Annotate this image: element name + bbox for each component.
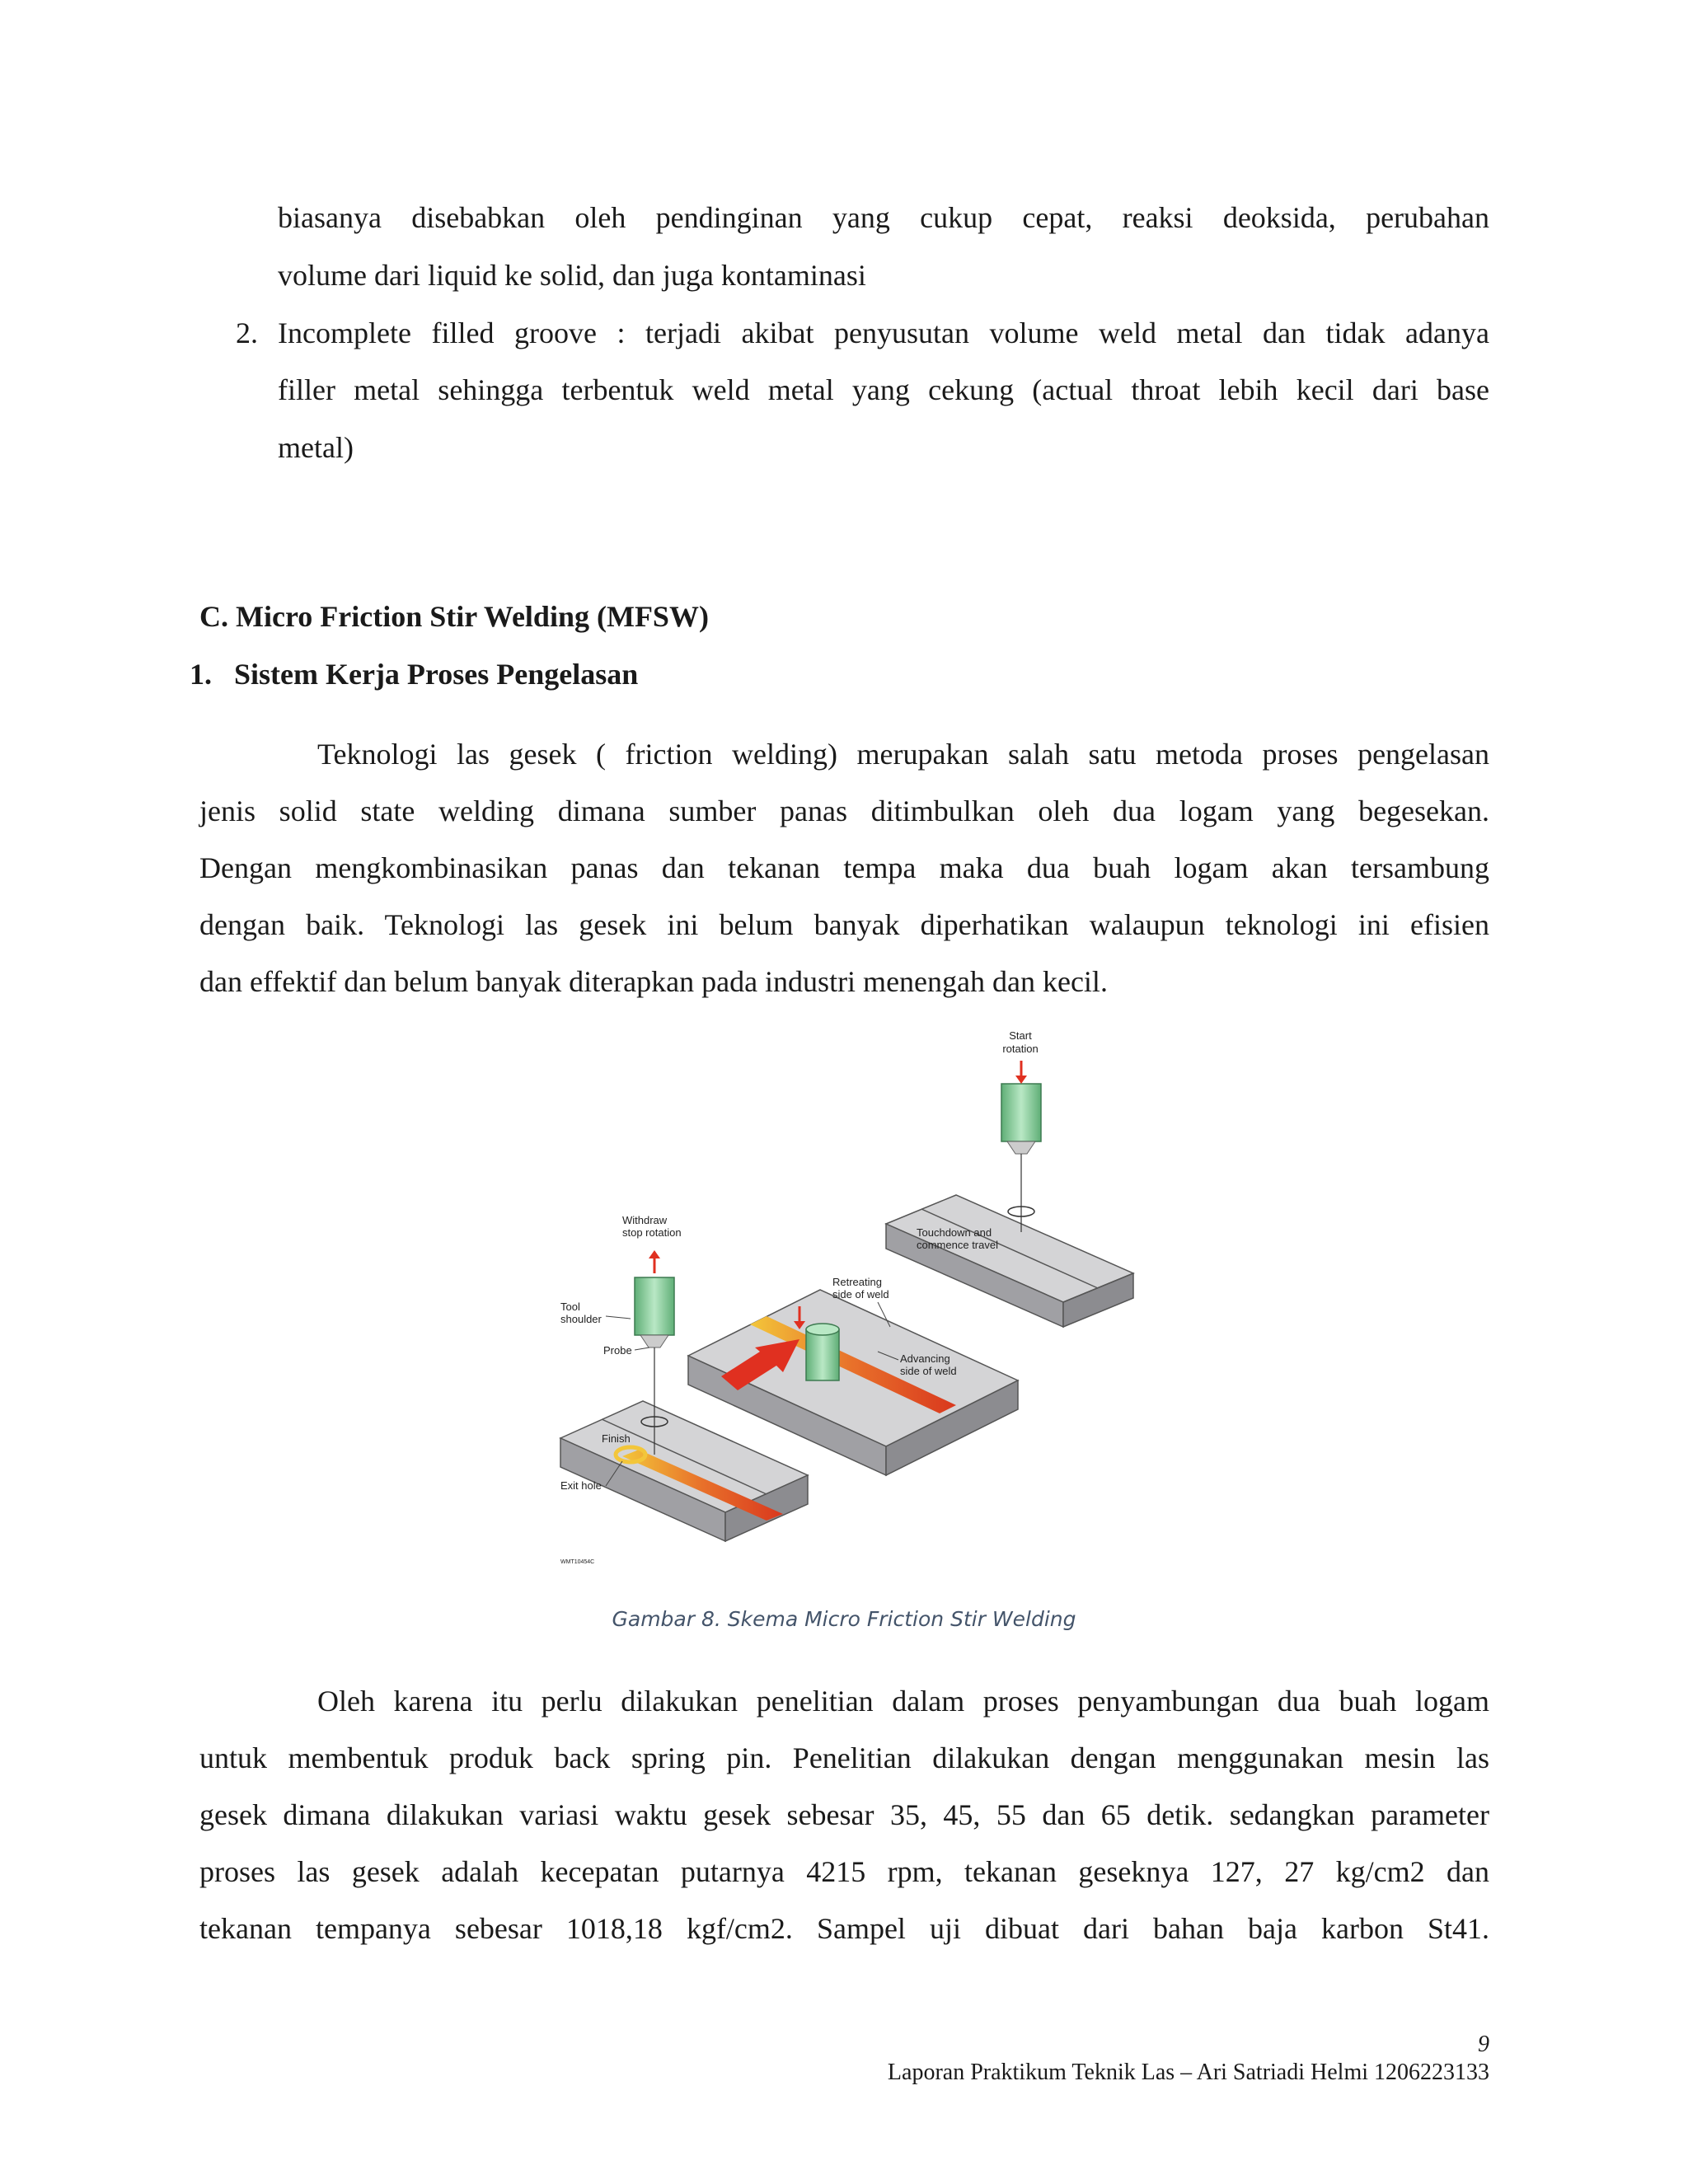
list-item-number-2: 2. xyxy=(236,316,258,349)
label-tool-shoulder-2: shoulder xyxy=(560,1313,602,1325)
label-exit-hole: Exit hole xyxy=(560,1479,602,1492)
paragraph-2-line-3: gesek dimana dilakukan variasi waktu gesek sebesar 35, 45, 55 dan 65 detik. sedangkan parameter xyxy=(199,1798,1489,1831)
list-continuation-line-2: volume dari liquid ke solid, dan juga kontaminasi xyxy=(278,259,866,292)
list-item-2-line-1: Incomplete filled groove : terjadi akibat penyusutan volume weld metal dan tidak adanya xyxy=(278,316,1489,349)
tool-start xyxy=(1001,1084,1041,1232)
plate-right xyxy=(886,1195,1133,1327)
label-probe: Probe xyxy=(603,1344,632,1357)
paragraph-2-line-2: untuk membentuk produk back spring pin. Penelitian dilakukan dengan menggunakan mesin las xyxy=(199,1741,1489,1774)
paragraph-1-line-4: dengan baik. Teknologi las gesek ini belum banyak diperhatikan walaupun teknologi ini efisien xyxy=(199,908,1489,941)
page-number: 9 xyxy=(1478,2032,1489,2057)
paragraph-2-line-1: Oleh karena itu perlu dilakukan penelitian dalam proses penyambungan dua buah logam xyxy=(317,1685,1489,1718)
label-touchdown-1: Touchdown and xyxy=(917,1226,992,1239)
list-continuation-line-1: biasanya disebabkan oleh pendinginan yang cukup cepat, reaksi deoksida, perubahan xyxy=(278,201,1489,234)
figure-caption: Gambar 8. Skema Micro Friction Stir Welding xyxy=(612,1607,1076,1631)
label-touchdown-2: commence travel xyxy=(917,1239,998,1251)
label-withdraw-2: stop rotation xyxy=(622,1226,682,1239)
label-advancing-2: side of weld xyxy=(900,1365,957,1377)
section-heading: C. Micro Friction Stir Welding (MFSW) xyxy=(199,600,709,633)
label-tool-shoulder-1: Tool xyxy=(560,1301,580,1313)
paragraph-1-line-5: dan effektif dan belum banyak diterapkan pada industri menengah dan kecil. xyxy=(199,965,1108,998)
withdraw-arrow xyxy=(649,1250,660,1273)
list-item-2-line-3: metal) xyxy=(278,431,354,464)
list-item-2-line-2: filler metal sehingga terbentuk weld metal yang cekung (actual throat lebih kecil dari base xyxy=(278,373,1489,406)
paragraph-1-line-2: jenis solid state welding dimana sumber panas ditimbulkan oleh dua logam yang begesekan. xyxy=(199,794,1489,827)
friction-stir-welding-diagram xyxy=(544,1026,1154,1578)
label-finish: Finish xyxy=(602,1432,631,1445)
tool-travel xyxy=(806,1324,839,1380)
label-retreating-2: side of weld xyxy=(832,1288,889,1301)
label-start-rotation-1: Start xyxy=(1009,1029,1032,1042)
paragraph-1-line-1: Teknologi las gesek ( friction welding) merupakan salah satu metoda proses pengelasan xyxy=(317,738,1489,771)
label-advancing-1: Advancing xyxy=(900,1352,950,1365)
footer-report-line: Laporan Praktikum Teknik Las – Ari Satriadi Helmi 1206223133 xyxy=(887,2060,1489,2085)
label-figure-code: WMT10454C xyxy=(560,1559,595,1565)
start-rotation-arrow xyxy=(1015,1061,1027,1084)
label-start-rotation-2: rotation xyxy=(1002,1043,1039,1055)
subsection-heading: 1. Sistem Kerja Proses Pengelasan xyxy=(190,658,639,691)
paragraph-2-line-5: tekanan tempanya sebesar 1018,18 kgf/cm2. Sampel uji dibuat dari bahan baja karbon St41. xyxy=(199,1912,1489,1945)
label-retreating-1: Retreating xyxy=(832,1276,882,1288)
label-withdraw-1: Withdraw xyxy=(622,1214,668,1226)
paragraph-1-line-3: Dengan mengkombinasikan panas dan tekanan tempa maka dua buah logam akan tersambung xyxy=(199,851,1489,884)
paragraph-2-line-4: proses las gesek adalah kecepatan putarnya 4215 rpm, tekanan geseknya 127, 27 kg/cm2 dan xyxy=(199,1855,1489,1888)
